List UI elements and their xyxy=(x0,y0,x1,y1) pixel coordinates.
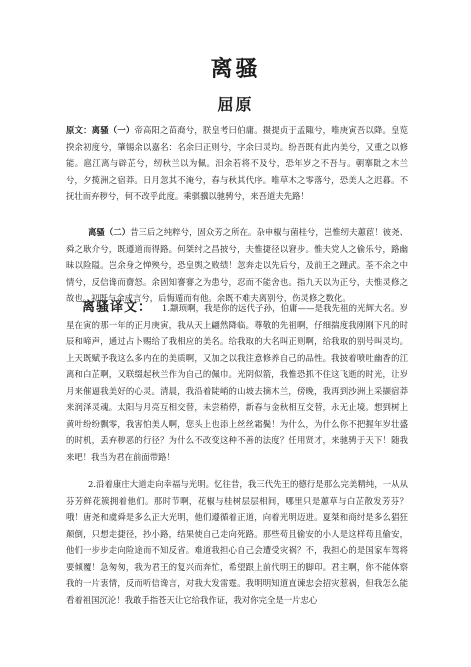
section-label-2: 离骚（二） xyxy=(88,227,131,237)
author-name: 屈原 xyxy=(217,95,254,114)
section-label-1: 离骚（一） xyxy=(91,125,135,135)
original-label: 原文： xyxy=(66,125,92,135)
original-text-1: 帝高阳之苗裔兮，朕皇考曰伯庸。摄提贞于孟陬兮，唯庚寅吾以降。皇览揆余初度兮，肇锡余以嘉名：名余曰正则兮，字余曰灵均。纷吾既有此内美兮，又重之以修能。扈江离与辟芷兮，纫秋兰以为佩。汨余若将不及兮，恐年岁之不吾与。朝搴阰之木兰兮，夕揽洲之宿莽。日月忽其不淹兮，春与秋其代序。唯草木之零落兮，恐美人之迟暮。不抚壮而弃秽兮，何不改乎此度。乘骐骥以驰骋兮，来吾道夫先路！ xyxy=(66,125,409,201)
original-paragraph-2 xyxy=(66,224,408,307)
original-paragraph-1 xyxy=(66,122,408,205)
translation-paragraph-1: 1.颛顼啊，我是你的远代子孙，伯庸——是我先祖的光辉大名。岁星在寅的那一年的正月庚寅，我从天上翩然降临。尊敬的先祖啊，仔细揣度我刚刚下凡的时辰和啼声，通过占卜赐给了我相应的美名。给我取的大名叫正则啊，给我取的别号叫灵均。上天既赋予我这么多内在的美质啊，又加之以我注意修养自己的品性。我披着喷吐幽香的江离和白芷啊，又联缀起秋兰作为自己的佩巾。光阴似箭，我惟恐抓不住这飞逝的时光，让岁月来催逼我美好的心灵。清晨，我沿着陡峭的山坡去摘木兰，傍晚，我再到沙洲上采撷宿莽来润泽灵魂。太阳与月亮互相交替，未尝稍停，新春与金秋相互交替，永无止境。想到树上黄叶纷纷飘零，我害怕美人啊，您头上也添上丝丝霜鬓！为什么，为什么你不把握年岁壮盛的时机，丢弃秽恶的行径？为什么不改变这种不善的法度？任用贤才，来驰骋于天下！随我来吧！我当为君在前面带路！ xyxy=(66,303,408,462)
original-text-2: 昔三后之纯粹兮，固众芳之所在。杂申椒与菌桂兮，岂惟纫夫蕙茝！彼尧、舜之耿介兮，既遵道而得路。何桀纣之昌披兮，夫惟捷径以窘步。惟夫党人之偷乐兮，路幽昧以险隘。岂余身之惮殃兮，恐皇舆之败绩！忽奔走以先后兮，及前王之踵武。荃不余之中情兮，反信谗而齌怒。余固知謇謇之为患兮，忍而不能舍也。指九天以为正兮，夫惟灵修之故也。初既与余成言兮，后悔遁而有他。余既不难夫离别兮，伤灵修之数化。 xyxy=(66,227,409,303)
page-title: 离骚 xyxy=(210,56,261,82)
translation-heading: 离骚译文： xyxy=(82,300,153,315)
translation-paragraph-2: 2.沿着康庄大道走向幸福与光明。忆往昔，我三代先王的德行是那么完美精纯，一从从芬芳鲜花簇拥着他们。那时节啊，花椒与桂树层层相间，哪里只是蕙草与白芷散发芳芬？哦！唐尧和虞舜是多么正大光明，他们遵循着正道，向着光明迈进。夏桀和商纣是多么猖狂颠倒，只想走捷径，抄小路，结果使自己走向死路。那些苟且偷安的小人是这样苟且偷安，他们一步步走向险途而不知反省。难道我担心自己会遭受灾祸？不，我担心的是国家车驾将要倾覆！急匆匆，我为君王的复兴而奔忙，希望跟上前代明王的脚印。君主啊，你不能体察我的一片衷情，反而听信谗言，对我大发雷霆。我明明知道直谏忠会招灾惹祸，但我怎么能看着祖国沉沦！我敢手指苍天让它给我作证，我对你完全是一片忠心 xyxy=(66,479,408,605)
